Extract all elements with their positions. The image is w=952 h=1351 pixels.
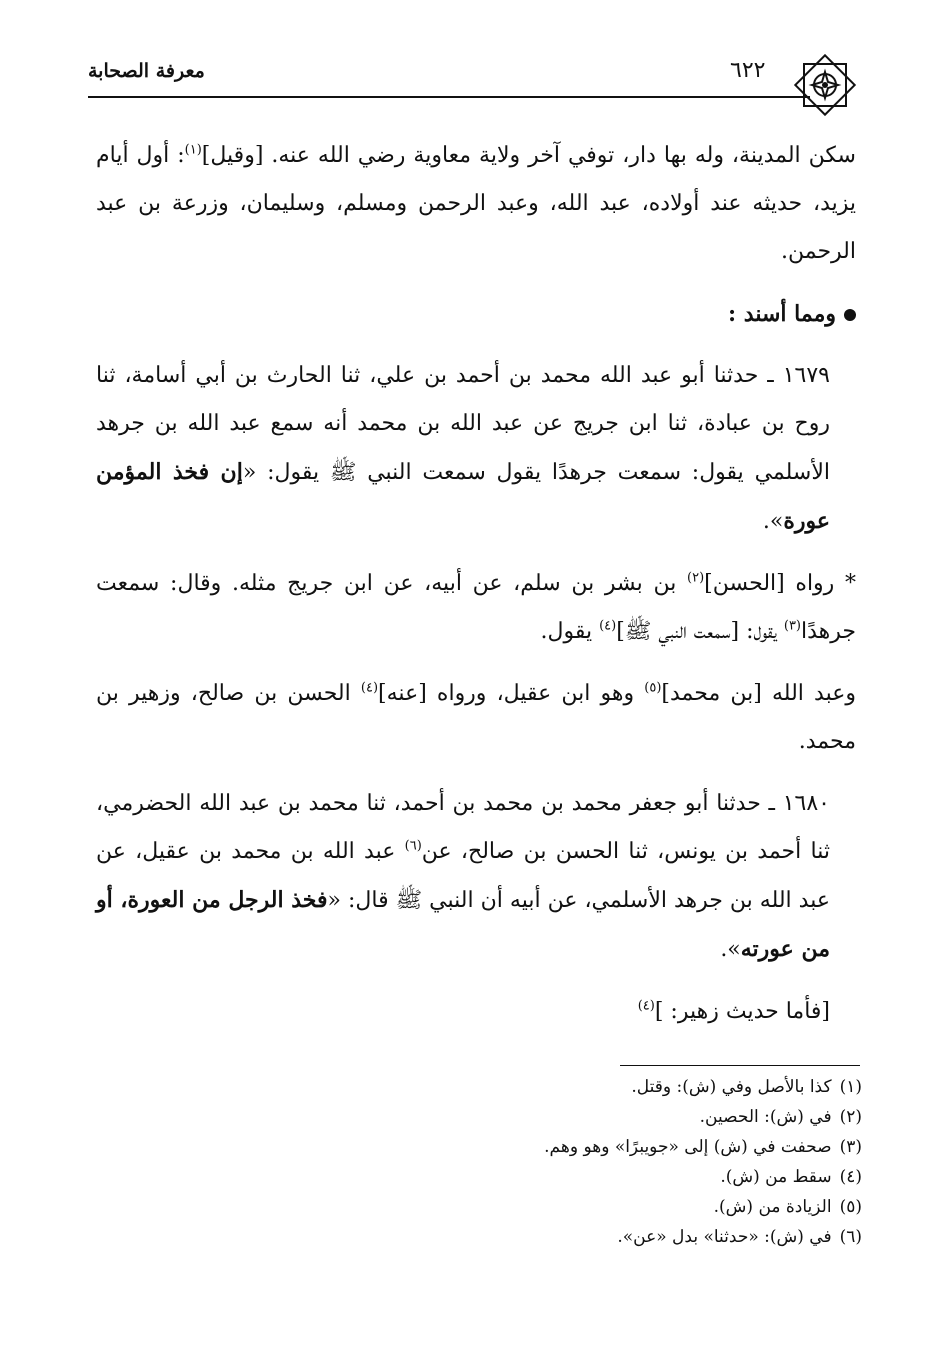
paragraph-rawah: * رواه [الحسن]$^{(٢)}$ بن بشر بن سلم، عن أبيه، عن ابن جريج مثله. وقال: سمعت جرهدًا$^{(٣)}$ يقول: [سمعت النبي ﷺ]$^{(٤)}$ يقول. bbox=[96, 570, 856, 644]
footnote-divider bbox=[620, 1065, 860, 1066]
section-heading: ومما أسند : bbox=[96, 290, 856, 338]
footnote-ref: (٣) bbox=[783, 618, 801, 634]
footnote-ref: (٥) bbox=[644, 680, 662, 696]
footnote-item: (٥)الزيادة من (ش). bbox=[713, 1197, 862, 1217]
footnote-ref: (١) bbox=[184, 142, 202, 158]
footnote-item: (٤)سقط من (ش). bbox=[720, 1167, 862, 1187]
main-text bbox=[96, 132, 856, 1050]
footnote-item: (٦)في (ش): «حدثنا» بدل «عن». bbox=[617, 1227, 862, 1247]
footnote-item: (٣)صحفت في (ش) إلى «جويبرًا» وهو وهم. bbox=[544, 1137, 862, 1157]
footnote-item: (١)كذا بالأصل وفي (ش): وقتل. bbox=[631, 1077, 862, 1097]
footnote-ref: (٤) bbox=[599, 618, 617, 634]
star-ornament-icon bbox=[790, 50, 860, 120]
paragraph-zuhair: [فأما حديث زهير: ]$^{(٤)}$ bbox=[637, 998, 830, 1024]
header-divider bbox=[88, 96, 810, 98]
hadith-1679: ١٦٧٩ ـ حدثنا أبو عبد الله محمد بن أحمد بن علي، ثنا الحارث بن أبي أسامة، ثنا روح بن عبادة، ثنا ابن جريج عن عبد الله بن محمد أنه سمع عبد الله بن جرهد الأسلمي يقول: سمعت جرهدًا يقول سمعت النبي ﷺ يقول: «إن فخذ المؤمن عورة». bbox=[96, 363, 830, 534]
footnote-item: (٢)في (ش): الحصين. bbox=[699, 1107, 862, 1127]
footnote-ref: (٢) bbox=[687, 570, 705, 586]
page-header bbox=[88, 52, 858, 100]
footnote-ref: (٦) bbox=[404, 838, 422, 854]
bullet-icon bbox=[844, 309, 856, 321]
hadith-1680: ١٦٨٠ ـ حدثنا أبو جعفر محمد بن محمد بن أحمد، ثنا محمد بن عبد الله الحضرمي، ثنا أحمد بن يونس، ثنا الحسن بن صالح، عن$^{(٦)}$ عبد الله بن محمد بن عقيل، عن عبد الله بن جرهد الأسلمي، عن أبيه أن النبي ﷺ قال: «فخذ الرجل من العورة، أو من عورته». bbox=[96, 791, 830, 962]
paragraph-abdullah: وعبد الله [بن محمد]$^{(٥)}$ وهو ابن عقيل، ورواه [عنه]$^{(٤)}$ الحسن بن صالح، وزهير بن محمد. bbox=[96, 680, 856, 754]
footnote-ref: (٤) bbox=[360, 680, 379, 696]
footnote-ref: (٤) bbox=[637, 998, 655, 1014]
page-number: ٦٢٢ bbox=[730, 58, 766, 83]
paragraph-intro: سكن المدينة، وله بها دار، توفي آخر ولاية معاوية رضي الله عنه. [وقيل]$^{(١)}$: أول أيام يزيد، حديثه عند أولاده، عبد الله، وعبد الرحمن ومسلم، وسليمان، وزرعة بن عبد الرحمن. bbox=[96, 142, 856, 264]
footnotes bbox=[96, 1072, 862, 1252]
book-title: معرفة الصحابة bbox=[88, 60, 205, 82]
